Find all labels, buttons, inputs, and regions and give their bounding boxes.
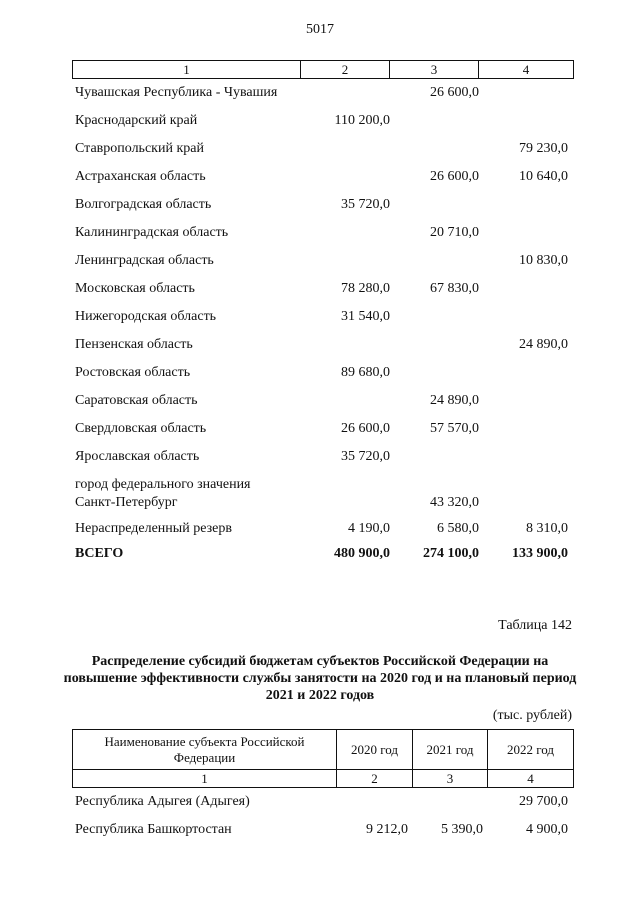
value-2021: 67 830,0 [430,281,479,296]
region-name: Республика Адыгея (Адыгея) [75,794,250,809]
table-row [0,337,640,357]
col-number-2: 2 [337,770,413,788]
header-2022: 2022 год [488,730,574,770]
value-2021: 5 390,0 [441,822,483,837]
table-row-spb [0,477,640,517]
table-row [0,197,640,217]
region-name: Республика Башкортостан [75,822,232,837]
region-name: Краснодарский край [75,113,198,128]
region-name: Волгоградская область [75,197,212,212]
table-row [0,393,640,413]
table-row [0,794,640,814]
table-row [0,141,640,161]
value-2021: 26 600,0 [430,85,479,100]
value-2020: 4 190,0 [348,521,390,536]
value-2021: 24 890,0 [430,393,479,408]
value-2020: 110 200,0 [334,113,390,128]
value-2022: 29 700,0 [519,794,568,809]
value-2021: 43 320,0 [430,495,479,510]
region-name: Московская область [75,281,195,296]
value-2022: 79 230,0 [519,141,568,156]
page-number: 5017 [306,22,334,37]
value-2021: 26 600,0 [430,169,479,184]
value-2022: 10 640,0 [519,169,568,184]
region-name: Ленинградская область [75,253,214,268]
value-2020: 26 600,0 [341,421,390,436]
col-number-3: 3 [413,770,488,788]
header-2021: 2021 год [413,730,488,770]
table1-column-numbers [72,60,574,79]
region-name: Астраханская область [75,169,206,184]
region-name: Ярославская область [75,449,200,464]
table-row [0,113,640,133]
table-row [0,309,640,329]
table-row-total [0,546,640,566]
col-number-2: 2 [301,61,390,79]
region-name-line2: Санкт-Петербург [75,495,178,510]
units-label: (тыс. рублей) [492,708,572,723]
value-2022: 10 830,0 [519,253,568,268]
region-name: Ростовская область [75,365,191,380]
region-name: Свердловская область [75,421,207,436]
reserve-label: Нераспределенный резерв [75,521,232,536]
total-2022: 133 900,0 [512,546,568,561]
value-2020: 35 720,0 [341,449,390,464]
total-2021: 274 100,0 [423,546,479,561]
table-row [0,169,640,189]
value-2022: 24 890,0 [519,337,568,352]
table-row [0,822,640,842]
table-title: Распределение субсидий бюджетам субъектов Российской Федерации на повышение эффективности службы занятости на 2020 год и на плановый период 2021 и 2022 годов [63,654,577,703]
header-2020: 2020 год [337,730,413,770]
value-2020: 9 212,0 [366,822,408,837]
value-2022: 8 310,0 [526,521,568,536]
col-number-1: 1 [73,770,337,788]
table-row [0,281,640,301]
table2-header [72,729,574,788]
value-2021: 20 710,0 [430,225,479,240]
value-2021: 6 580,0 [437,521,479,536]
table-row [0,225,640,245]
table-row-reserve [0,521,640,541]
col-number-1: 1 [73,61,301,79]
region-name: Калининградская область [75,225,229,240]
header-region-name: Наименование субъекта Российской Федерации [73,730,337,770]
table-row [0,253,640,273]
col-number-4: 4 [479,61,574,79]
region-name: Чувашская Республика - Чувашия [75,85,278,100]
table-row [0,365,640,385]
region-name: Пензенская область [75,337,193,352]
col-number-3: 3 [390,61,479,79]
region-name: Нижегородская область [75,309,217,324]
region-name-line1: город федерального значения [75,477,251,492]
total-2020: 480 900,0 [334,546,390,561]
table-row [0,421,640,441]
region-name: Ставропольский край [75,141,204,156]
value-2020: 35 720,0 [341,197,390,212]
region-name: Саратовская область [75,393,198,408]
value-2021: 57 570,0 [430,421,479,436]
table-row [0,85,640,105]
value-2020: 31 540,0 [341,309,390,324]
table-number-label: Таблица 142 [498,618,572,633]
total-label: ВСЕГО [75,546,124,561]
col-number-4: 4 [488,770,574,788]
value-2020: 78 280,0 [341,281,390,296]
value-2020: 89 680,0 [341,365,390,380]
value-2022: 4 900,0 [526,822,568,837]
table-row [0,449,640,469]
